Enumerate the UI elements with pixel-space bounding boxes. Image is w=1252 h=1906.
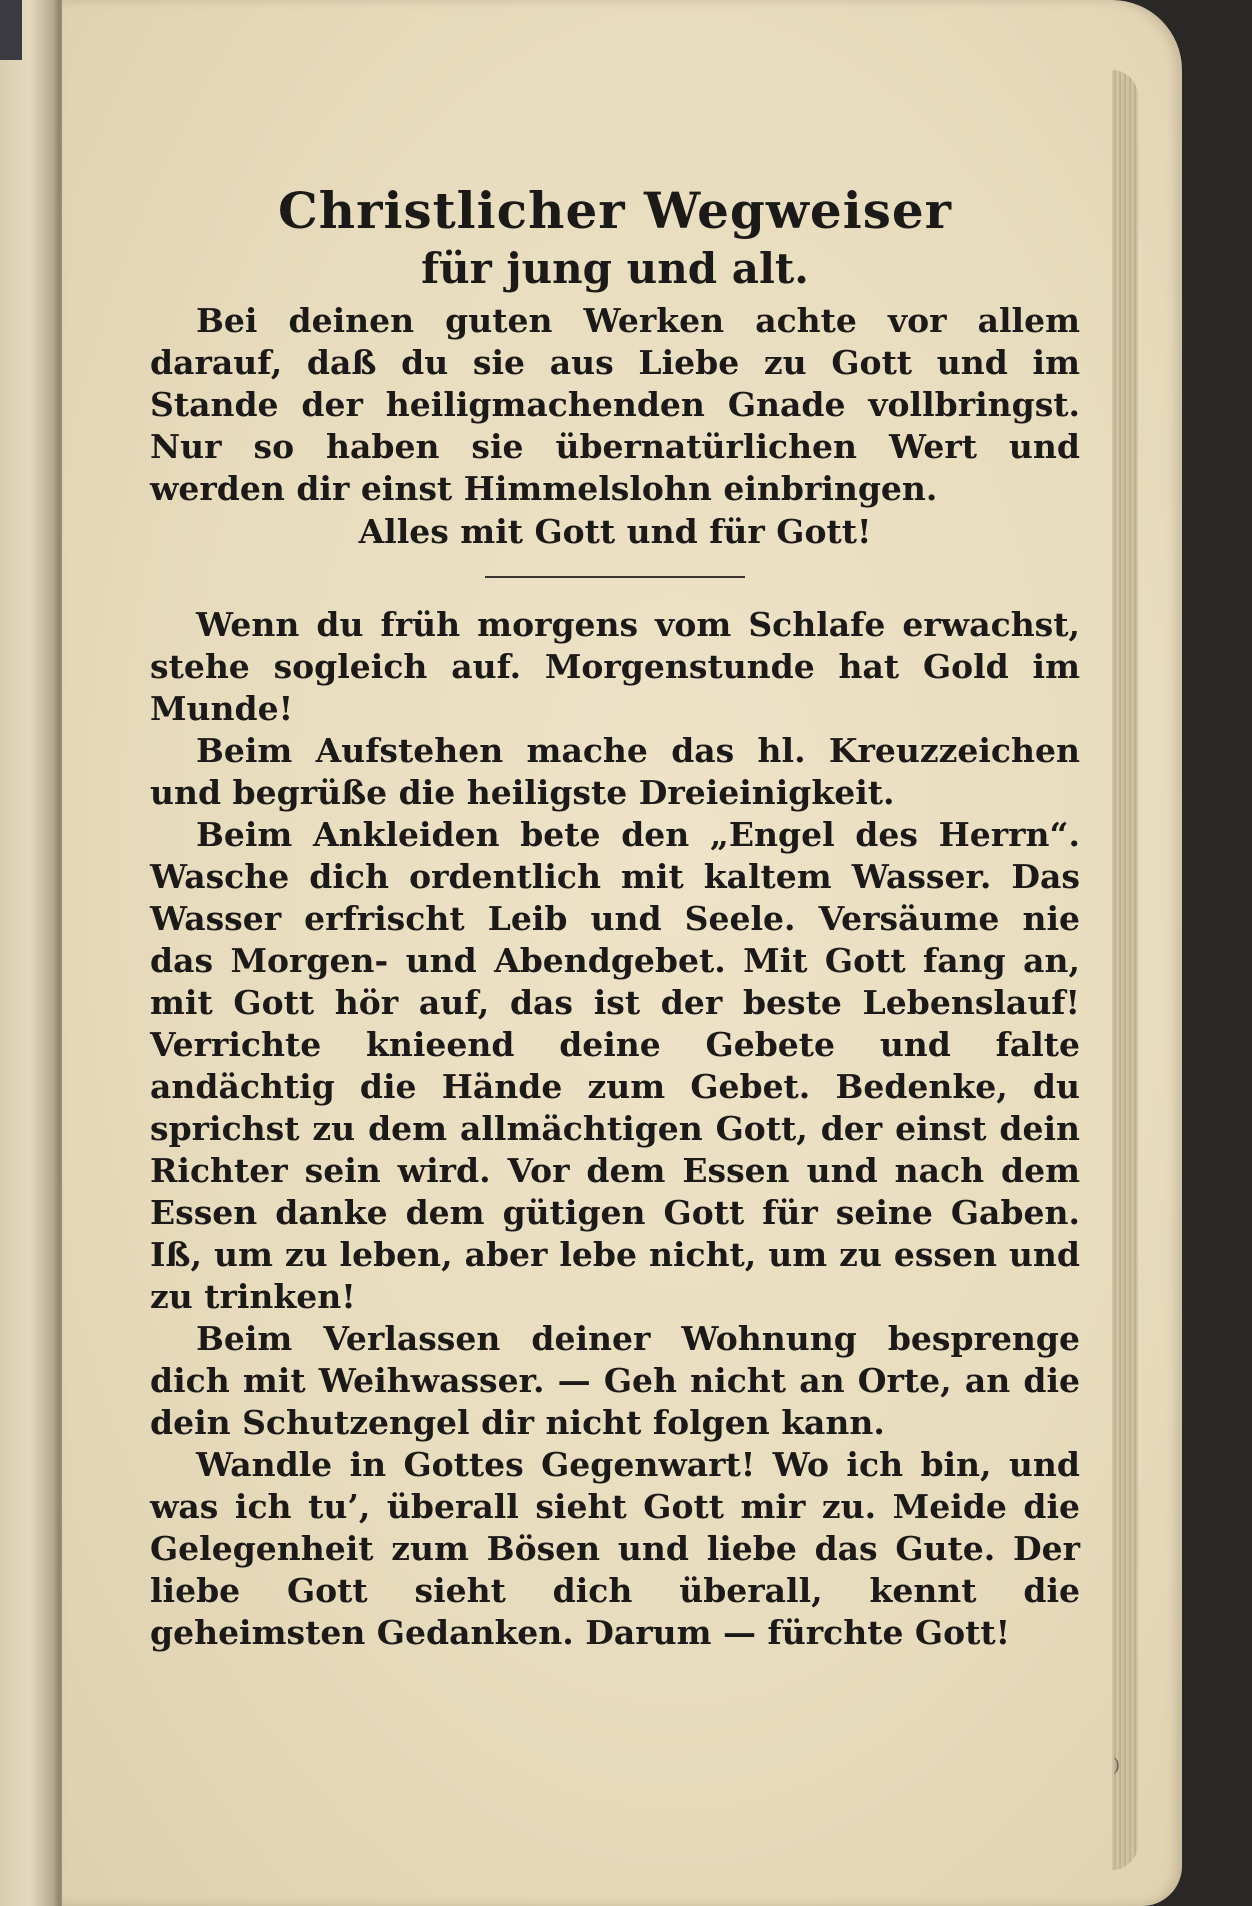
paragraph-presence: Wandle in Gottes Gegenwart! Wo ich bin, und was ich tu’, überall sieht Gott mir zu. Meide die Gelegenheit zum Bösen und liebe das Gute. Der liebe Gott sieht dich überall, kennt die geheimsten Gedanken. Darum — fürchte Gott!: [150, 1445, 1080, 1652]
section-divider: [485, 576, 745, 578]
motto-line: Alles mit Gott und für Gott!: [358, 512, 872, 551]
page-stack-edge: [1112, 70, 1138, 1870]
paragraph-leaving: Beim Verlassen deiner Wohnung besprenge dich mit Weihwasser. — Geh nicht an Orte, an die dein Schutzengel dir nicht folgen kann.: [150, 1319, 1080, 1442]
paragraph-rising: Beim Aufstehen mache das hl. Kreuzzeichen und begrüße die heiligste Dreieinigkeit.: [150, 731, 1080, 812]
book-spine: [0, 0, 22, 60]
page-title: Christlicher Wegweiser: [277, 181, 953, 240]
paragraph-morning: Wenn du früh morgens vom Schlafe erwachst, stehe sogleich auf. Morgenstunde hat Gold im Munde!: [150, 605, 1080, 728]
book-left-edge: [0, 0, 70, 1906]
page-text: [150, 180, 1080, 1654]
paragraph-dressing: Beim Ankleiden bete den „Engel des Herrn“. Wasche dich ordentlich mit kaltem Wasser. Das Wasser erfrischt Leib und Seele. Versäume nie das Morgen- und Abendgebet. Mit Gott fang an, mit Gott hör auf, das ist der beste Lebenslauf! Verrichte knieend deine Gebete und falte andächtig die Hände zum Gebet. Bedenke, du sprichst zu dem allmächtigen Gott, der einst dein Richter sein wird. Vor dem Essen und nach dem Essen danke dem gütigen Gott für seine Gaben. Iß, um zu leben, aber lebe nicht, um zu essen und zu trinken!: [150, 815, 1080, 1316]
margin-mark: ): [1112, 1755, 1120, 1776]
intro-paragraph: Bei deinen guten Werken achte vor allem darauf, daß du sie aus Liebe zu Gott und im Stande der heiligmachenden Gnade vollbringst. Nur so haben sie übernatürlichen Wert und werden dir einst Himmelslohn einbringen.: [150, 301, 1080, 508]
page-subtitle: für jung und alt.: [421, 244, 809, 293]
